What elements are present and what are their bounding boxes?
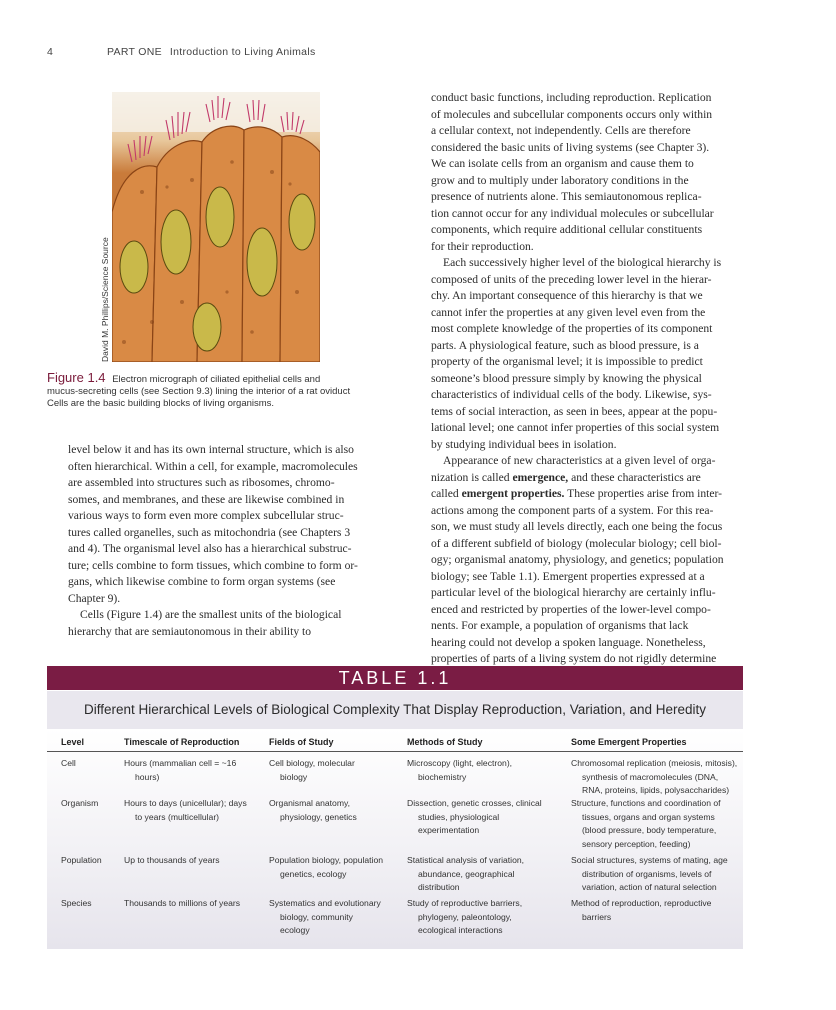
body-line: a cellular context, not independently. Cells are therefore [431, 124, 691, 137]
body-line: by studying individual bees in isolation. [431, 437, 617, 451]
cell-line: distribution [418, 882, 460, 893]
body-line: someone’s blood pressure simply by knowing the physical [431, 371, 702, 385]
cell-line: Hours (mammalian cell = ~16 [124, 758, 237, 768]
cell-line: Cell biology, molecular [269, 758, 355, 768]
column-header-timescale: Timescale of Reproduction [124, 737, 240, 747]
table-cell-level [61, 854, 102, 868]
body-line: grow and to multiply under laboratory conditions in the [431, 173, 689, 187]
body-line: son, we must study all levels directly, each one being the focus [431, 520, 723, 533]
part-heading [107, 46, 316, 58]
table-cell-fields [269, 854, 383, 881]
cell-line: Cell [61, 758, 76, 768]
body-line: Cells (Figure 1.4) are the smallest units of the biological [80, 608, 342, 621]
cell-line: Population biology, population [269, 855, 384, 865]
body-line: various ways to form even more complex subcellular struc- [68, 509, 344, 522]
body-line: Each successively higher level of the biological hierarchy is [443, 256, 722, 269]
cell-line: Organism [61, 798, 99, 808]
cell-line: biology, community [280, 911, 353, 922]
cell-line: Up to thousands of years [124, 855, 220, 865]
body-text: called [431, 487, 459, 500]
cell-line: Structure, functions and coordination of [571, 798, 721, 808]
body-line: nents. For example, a population of organisms that lack [431, 619, 689, 632]
table-cell-properties [571, 757, 737, 798]
table-cell-methods [407, 797, 542, 838]
table-cell-properties [571, 897, 711, 924]
body-line: hearing could not develop a spoken language. Nonetheless, [431, 635, 706, 649]
body-line: We can isolate cells from an organism and cause them to [431, 157, 694, 170]
cell-line: Chromosomal replication (meiosis, mitosis), [571, 758, 738, 768]
photo-credit: David M. Phillips/Science Source [100, 237, 110, 362]
cell-line: experimentation [418, 825, 480, 836]
body-line: property of the organismal level; it is impossible to predict [431, 355, 703, 368]
column-header-fields: Fields of Study [269, 737, 334, 747]
body-line: presence of nutrients alone. This semiautonomous replica- [431, 190, 702, 203]
table-cell-properties [571, 854, 728, 895]
cell-line: studies, physiological [418, 811, 500, 822]
body-line: and 4). The organismal level also has a hierarchical substruc- [68, 542, 352, 555]
body-line: gans, which likewise combine to form organ systems (see [68, 575, 336, 588]
table-cell-timescale [124, 797, 247, 824]
right-text-column [431, 90, 751, 684]
body-line: ture; cells combine to form tissues, which combine to form or- [68, 558, 358, 572]
column-header-properties: Some Emergent Properties [571, 737, 687, 747]
table-cell-level [61, 757, 76, 771]
cell-line: sensory perception, feeding) [582, 838, 691, 849]
cell-line: distribution of organisms, levels of [582, 868, 712, 879]
body-line: chy. An important consequence of this hierarchy is that we [431, 289, 703, 302]
figure-label: Figure 1.4 [47, 370, 106, 385]
body-line: of molecules and subcellular components occurs only within [431, 107, 713, 121]
body-line [431, 486, 751, 503]
table-cell-methods [407, 757, 512, 784]
cell-line: Study of reproductive barriers, [407, 898, 523, 908]
body-line: parts. A physiological feature, such as blood pressure, is a [431, 338, 699, 352]
body-line: biology; see Table 1.1). Emergent properties expressed at a [431, 569, 705, 583]
part-label: PART ONE [107, 46, 162, 58]
body-line: somes, and membranes, and these are likewise combined in [68, 492, 345, 506]
page-number: 4 [47, 46, 53, 58]
body-text: These properties arise from inter- [567, 487, 723, 500]
body-line: components, which require additional cellular constituents [431, 223, 703, 236]
body-text: and these characteristics are [571, 470, 701, 484]
body-line: hierarchy that are semiautonomous in their ability to [68, 624, 312, 638]
cell-line: variation, action of natural selection [582, 882, 717, 893]
caption-line: mucus-secreting cells (see Section 9.3) lining the interior of a rat oviduct [47, 386, 351, 397]
body-line: are assembled into structures such as ribosomes, chromo- [68, 476, 335, 489]
body-line: characteristics of individual cells of the body. Likewise, sys- [431, 388, 712, 401]
cell-line: Social structures, systems of mating, age [571, 855, 728, 865]
cell-line: Species [61, 898, 92, 908]
body-line: composed of units of the preceding lower level in the hierar- [431, 272, 712, 286]
figure-caption [47, 372, 365, 410]
table-cell-timescale [124, 757, 236, 784]
cell-line: (blood pressure, body temperature, [582, 825, 717, 836]
body-line: cannot infer the properties at any given level even from the [431, 305, 706, 319]
body-line: Appearance of new characteristics at a given level of orga- [443, 454, 716, 467]
body-line: often hierarchical. Within a cell, for example, macromolecules [68, 459, 358, 473]
cell-line: phylogeny, paleontology, [418, 911, 512, 922]
table-cell-level [61, 797, 98, 811]
body-line: properties of parts of a living system do not rigidly determine [431, 652, 717, 665]
column-header-level: Level [61, 737, 85, 747]
cell-line: biochemistry [418, 771, 467, 782]
cell-line: barriers [582, 911, 612, 922]
body-line: for their reproduction. [431, 239, 534, 253]
body-line: considered the basic units of living systems (see Chapter 3). [431, 140, 710, 154]
body-line: actions among the component parts of a system. For this rea- [431, 503, 714, 517]
body-line: enced and restricted by properties of the lower-level compo- [431, 602, 711, 616]
cell-line: Method of reproduction, reproductive [571, 898, 712, 908]
cell-line: to years (multicellular) [135, 811, 220, 822]
term-emergent-properties: emergent properties. [461, 487, 565, 500]
table-cell-methods [407, 897, 522, 938]
table-cell-timescale [124, 897, 240, 911]
cell-line: Statistical analysis of variation, [407, 855, 525, 865]
column-header-methods: Methods of Study [407, 737, 483, 747]
table-title: TABLE 1.1 [47, 666, 743, 690]
body-line: tures called organelles, such as mitochondria (see Chapters 3 [68, 525, 351, 539]
body-line: particular level of the biological hierarchy are certainly influ- [431, 586, 716, 599]
table-subtitle: Different Hierarchical Levels of Biological Complexity That Display Reproduction, Variation, and Heredity [47, 691, 743, 729]
part-title: Introduction to Living Animals [169, 46, 316, 58]
table-cell-fields [269, 757, 355, 784]
cell-line: hours) [135, 771, 160, 782]
cell-line: physiology, genetics [280, 811, 357, 822]
body-line: conduct basic functions, including reproduction. Replication [431, 91, 712, 104]
cell-line: genetics, ecology [280, 868, 347, 879]
cell-line: Organismal anatomy, [269, 798, 351, 808]
body-line: Chapter 9). [68, 591, 121, 605]
table-cell-properties [571, 797, 721, 851]
caption-line: Electron micrograph of ciliated epithelial cells and [112, 374, 321, 385]
left-text-column [68, 442, 366, 640]
table-cell-level [61, 897, 92, 911]
table-cell-methods [407, 854, 524, 895]
body-line [431, 470, 751, 487]
table-cell-timescale [124, 854, 220, 868]
body-text: nization is called [431, 470, 510, 484]
cell-line: Thousands to millions of years [124, 898, 241, 908]
cell-line: Population [61, 855, 102, 865]
table-cell-fields [269, 897, 381, 938]
cell-line: abundance, geographical [418, 868, 515, 879]
table-body [47, 729, 743, 949]
body-line: tion cannot occur for any individual molecules or subcellular [431, 206, 714, 220]
term-emergence: emergence, [512, 470, 569, 484]
cell-line: Microscopy (light, electron), [407, 758, 513, 768]
cell-line: ecological interactions [418, 925, 503, 936]
cell-line: synthesis of macromolecules (DNA, [582, 771, 719, 782]
cell-line: RNA, proteins, lipids, polysaccharides) [582, 785, 730, 796]
body-line: tems of social interaction, as seen in bees, appear at the popu- [431, 404, 718, 418]
body-line: of a different subfield of biology (molecular biology; cell biol- [431, 536, 722, 550]
cell-line: Hours to days (unicellular); days [124, 798, 247, 808]
cell-line: Dissection, genetic crosses, clinical [407, 798, 542, 808]
table-header-row [47, 729, 743, 752]
body-line: ogy; organismal anatomy, physiology, and genetics; population [431, 553, 724, 566]
body-line: most complete knowledge of the properties of its component [431, 322, 713, 335]
caption-line: Cells are the basic building blocks of living organisms. [47, 398, 275, 409]
table-cell-fields [269, 797, 357, 824]
cell-line: ecology [280, 925, 310, 936]
cell-line: biology [280, 771, 308, 782]
cell-line: tissues, organs and organ systems [582, 811, 715, 822]
body-line: lational level; one cannot infer properties of this social system [431, 421, 720, 434]
cell-line: Systematics and evolutionary [269, 898, 381, 908]
body-line: level below it and has its own internal structure, which is also [68, 443, 354, 456]
